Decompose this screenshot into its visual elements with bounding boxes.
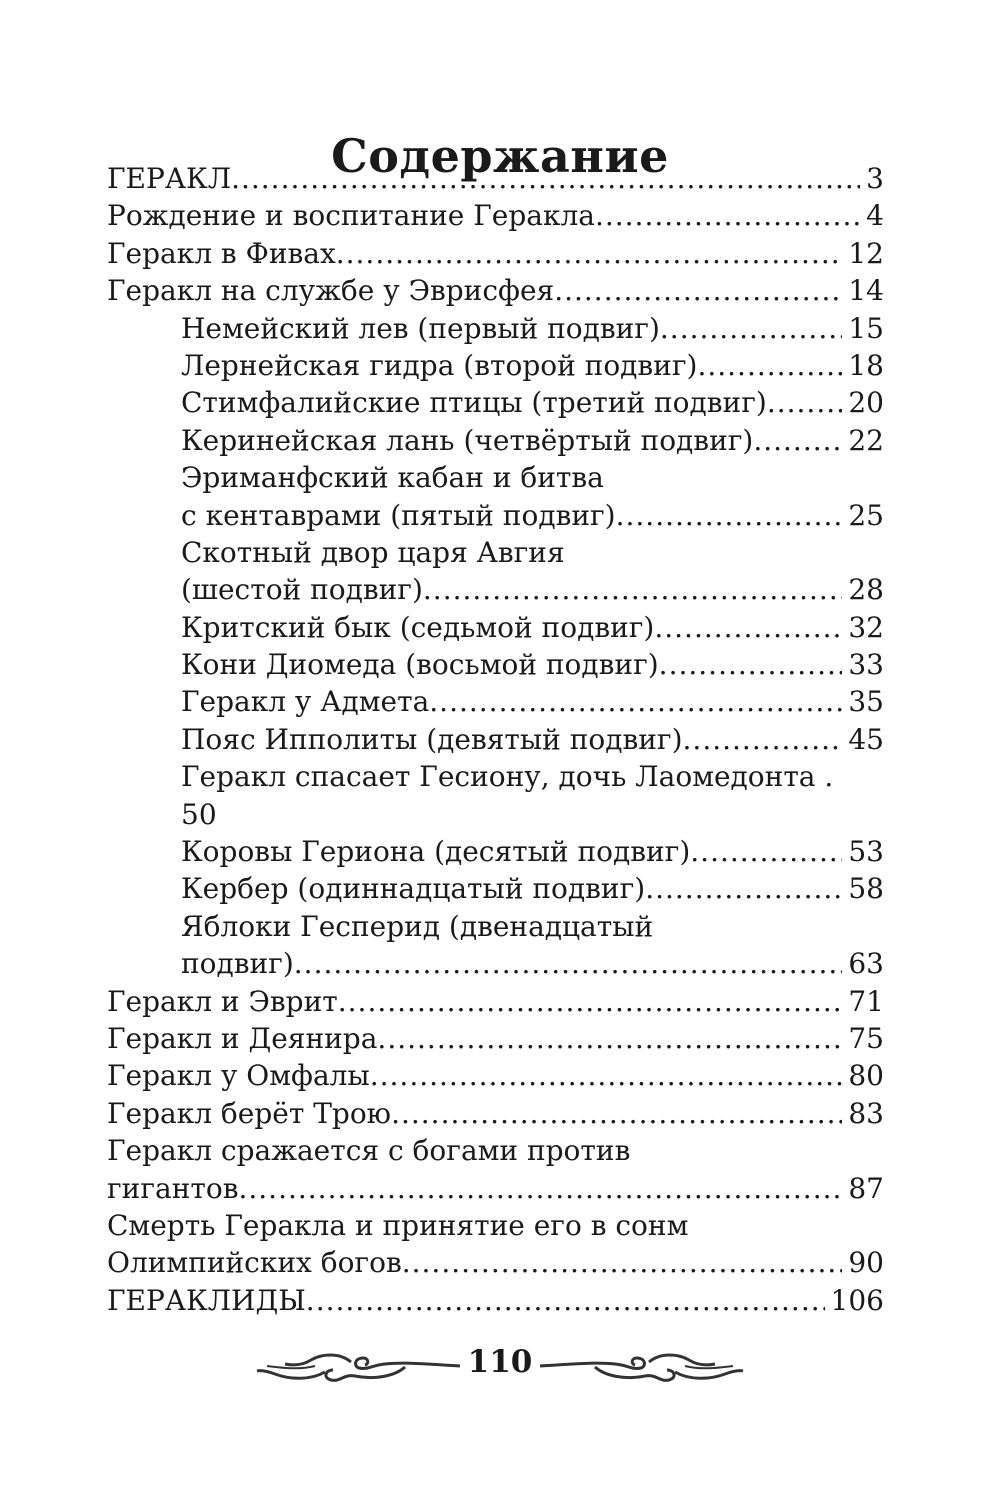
dot-leader — [645, 870, 842, 907]
toc-entry-page: 15 — [848, 311, 884, 345]
toc-entry-page: 33 — [848, 648, 884, 682]
toc-subentry — [107, 384, 884, 421]
toc-entry-label: Керинейская лань (четвёртый подвиг) — [181, 423, 754, 457]
toc-entry-page: 32 — [848, 610, 884, 644]
dot-leader — [306, 1282, 825, 1319]
toc-subentry — [107, 721, 884, 758]
dot-leader — [338, 983, 843, 1020]
toc-entry-page: 28 — [848, 573, 884, 607]
toc-entry-page: 63 — [848, 947, 884, 981]
toc-subentry — [107, 758, 884, 795]
toc-entry-page: 75 — [848, 1021, 884, 1055]
dot-leader — [554, 272, 842, 309]
dot-leader — [391, 1095, 842, 1132]
toc-subentry — [107, 870, 884, 907]
toc-entry-page: 14 — [848, 274, 884, 308]
toc-entry-label: Пояс Ипполиты (девятый подвиг) — [181, 722, 683, 756]
toc-subentry — [107, 571, 884, 608]
toc-entry — [107, 983, 884, 1020]
toc-entry-label: Геракл на службе у Эврисфея — [107, 274, 555, 308]
dot-leader — [370, 1057, 843, 1094]
dot-leader — [231, 160, 860, 197]
toc-entry-label: гигантов — [107, 1171, 239, 1205]
dot-leader — [595, 197, 860, 234]
dot-leader — [294, 945, 843, 982]
toc-entry-label: Геракл у Омфалы — [107, 1059, 370, 1093]
toc-entry-page: 53 — [848, 835, 884, 869]
toc-subentry — [107, 310, 884, 347]
toc-entry-label: Геракл в Фивах — [107, 236, 336, 270]
dot-leader — [683, 721, 843, 758]
page-footer — [255, 1340, 745, 1390]
toc-entry-label: с кентаврами (пятый подвиг) — [181, 498, 616, 532]
toc-entry-page: 58 — [848, 872, 884, 906]
toc-entry-page: 50 — [181, 797, 217, 831]
toc-entry-label: Коровы Гериона (десятый подвиг) — [181, 835, 691, 869]
toc-entry-label: Критский бык (седьмой подвиг) — [181, 610, 655, 644]
dot-leader — [697, 347, 842, 384]
dot-leader — [690, 833, 842, 870]
toc-entry — [107, 1282, 884, 1319]
dot-leader — [659, 646, 843, 683]
right-ornament-icon — [535, 1340, 745, 1390]
dot-leader — [654, 609, 842, 646]
toc-entry-page: 106 — [830, 1283, 884, 1317]
toc-entry — [107, 272, 884, 309]
toc-entry-page: 90 — [848, 1246, 884, 1280]
toc-entry-label: Рождение и воспитание Геракла — [107, 199, 595, 233]
toc-entry-label: Кони Диомеда (восьмой подвиг) — [181, 648, 659, 682]
toc-entry-page: 71 — [848, 984, 884, 1018]
toc-entry — [107, 160, 884, 197]
toc-entry-page: 18 — [848, 348, 884, 382]
toc-entry — [107, 1170, 884, 1207]
toc-entry — [107, 197, 884, 234]
page-number: 110 — [467, 1344, 533, 1380]
toc-entry-page: 22 — [848, 423, 884, 457]
toc-entry — [107, 1057, 884, 1094]
toc-entry-label: (шестой подвиг) — [181, 573, 423, 607]
dot-leader — [336, 235, 843, 272]
toc-entry-label: Геракл и Деянира — [107, 1021, 378, 1055]
toc-entry-label: Олимпийских богов — [107, 1246, 402, 1280]
toc-entry-label: Геракл спасает Гесиону, дочь Лаомедонта — [181, 760, 816, 794]
toc-entry-label-line: Эриманфский кабан и битва — [181, 461, 604, 495]
page-title: Содержание — [331, 128, 669, 183]
toc-entry-label: Геракл берёт Трою — [107, 1096, 392, 1130]
toc-entry-label-line: Геракл сражается с богами против — [107, 1134, 631, 1168]
toc-entry-label: ГЕРАКЛ — [107, 162, 232, 195]
toc-entry-label: Немейский лев (первый подвиг) — [181, 311, 660, 345]
toc-subentry — [107, 833, 884, 870]
toc-entry-page: 35 — [848, 685, 884, 719]
toc-entry-page: 87 — [848, 1171, 884, 1205]
toc-entry-page: 25 — [848, 498, 884, 532]
dot-leader — [402, 1244, 843, 1281]
toc-entry-label: Лернейская гидра (второй подвиг) — [181, 348, 698, 382]
toc-subentry — [107, 945, 884, 982]
toc-entry — [107, 1095, 884, 1132]
toc-entry-page: 83 — [848, 1096, 884, 1130]
dot-leader — [423, 571, 842, 608]
toc-entry-page: 12 — [848, 236, 884, 270]
dot-leader — [377, 1020, 842, 1057]
toc-entry — [107, 1244, 884, 1281]
toc-entry-label-line: Смерть Геракла и принятие его в сонм — [107, 1208, 689, 1242]
table-of-contents — [107, 160, 884, 1319]
dot-leader — [238, 1170, 842, 1207]
toc-entry-label-line: Яблоки Гесперид (двенадцатый — [181, 909, 654, 943]
toc-entry-page: 3 — [866, 162, 884, 195]
toc-entry-label: ГЕРАКЛИДЫ — [107, 1283, 306, 1317]
toc-entry-page: 20 — [848, 386, 884, 420]
toc-entry-page: 80 — [848, 1059, 884, 1093]
toc-entry-label: Стимфалийские птицы (третий подвиг) — [181, 386, 767, 420]
toc-entry-label: подвиг) — [181, 947, 294, 981]
dot-leader — [753, 422, 842, 459]
dot-leader: . — [815, 760, 834, 794]
toc-entry-label: Кербер (одиннадцатый подвиг) — [181, 872, 646, 906]
toc-entry — [107, 1020, 884, 1057]
toc-entry — [107, 235, 884, 272]
dot-leader — [660, 310, 842, 347]
dot-leader — [767, 384, 843, 421]
toc-subentry — [107, 609, 884, 646]
toc-subentry — [107, 683, 884, 720]
toc-entry-page: 45 — [848, 722, 884, 756]
toc-entry-page: 4 — [866, 199, 884, 233]
toc-subentry — [107, 422, 884, 459]
dot-leader — [616, 497, 843, 534]
toc-entry-label: Геракл и Эврит — [107, 984, 338, 1018]
toc-subentry — [107, 646, 884, 683]
dot-leader — [429, 683, 842, 720]
toc-subentry — [107, 347, 884, 384]
toc-entry-label-line: Скотный двор царя Авгия — [181, 535, 565, 569]
toc-entry-label: Геракл у Адмета — [181, 685, 430, 719]
toc-subentry — [107, 497, 884, 534]
